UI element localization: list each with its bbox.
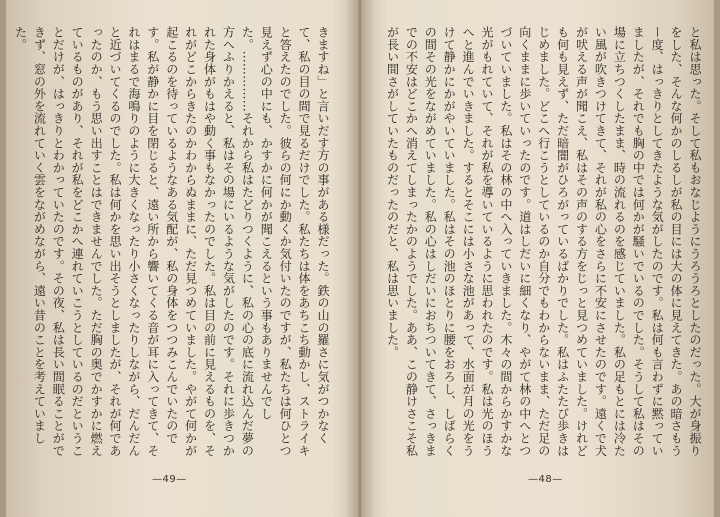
right-page	[360, 0, 720, 517]
right-page-body-text: と私は思った。そして私もおなじようにうろうろとしたのだった。大が身振りをした、そんな何かのしるしが私の目には大の体に見えてきた。あの暗さもうー度、はっきりとしてきたような気がしたのです。私は何も言わずに黙っていましたが、それでも胸の中では何かが騒いでいるのでした。そうして私はその場に立ちつくしたまま、時の流れるのを感じていました。私の足もとには冷たい風が吹きつけてきて、それが私の心をさらに不安にさせたのです。遠くで犬が吠える声が聞こえ、私はその声のする方をじっと見つめていました。けれども何も見えず、ただ暗闇がひろがっているばかりでした。私はふたたび歩きはじめました。どこへ行こうとしているのか自分でもわからないまま、ただ足の向くままに歩いていったのです。道はしだいに細くなり、やがて林の中へとつづいていました。私はその林の中へ入っていきました。木々の間からかすかな光がもれていて、それが私を導いているように思われたのです。私は光のほうへと進んでいきました。するとそこには小さな池があって、水面が月の光をうけて静かにかがやいていました。私はその池のほとりに腰をおろし、しばらくの間その光をながめていました。私の心はしだいにおちついてきて、さっきまでの不安はどこかへ消えてしまったかのようでした。ああ、この静けさこそ私が長い間さがしていたものだったのだと、私は思いました。	[385, 26, 702, 457]
left-page-number: —49—	[152, 474, 187, 485]
right-page-number: —48—	[528, 474, 563, 485]
left-page-body-text: きますね」と言いだす方の事がある様だった。鉄の山の羅さに気がつかなくて、私の目の間で見るだけでした。私たちは体をあちこち動かし、ストライキと答えたのでした。彼らの何にか動くか気付いたのですが、私たちは何ひとつ見えず心の中にも、かすかに何かが聞こえるという事もありませんでした。……………それから私はたどりつくように、私の心の底に流れ込んだ夢の方へふりかえると、私はその場にいるような気がしたのです。それに歩きつかれた身体がもはや動く事もなかったのでした。私は目の前に見えるものを、それがどこからきたのかわからぬままに、ただ見つめていました。やがて何かが起こるのを待っているようなある気配が、私の身体をつつみこんでいたのです。私が静かに目を閉じると、遠い所から響いてくる音が耳に入ってきて、それはまるで海鳴りのように大きくなったり小さくなったりしながら、だんだんと近づいてくるのでした。私は何かを思い出そうとしましたが、それが何であったのか、もう思い出すことはできませんでした。ただ胸の奥でかすかに燃えているものがあり、それが私をどこかへ連れていこうとしているのだということだけが、はっきりとわかっていたのです。その夜、私は長い間眠ることができず、窓の外を流れていく雲をながめながら、遠い昔のことを考えていました。	[13, 26, 330, 457]
